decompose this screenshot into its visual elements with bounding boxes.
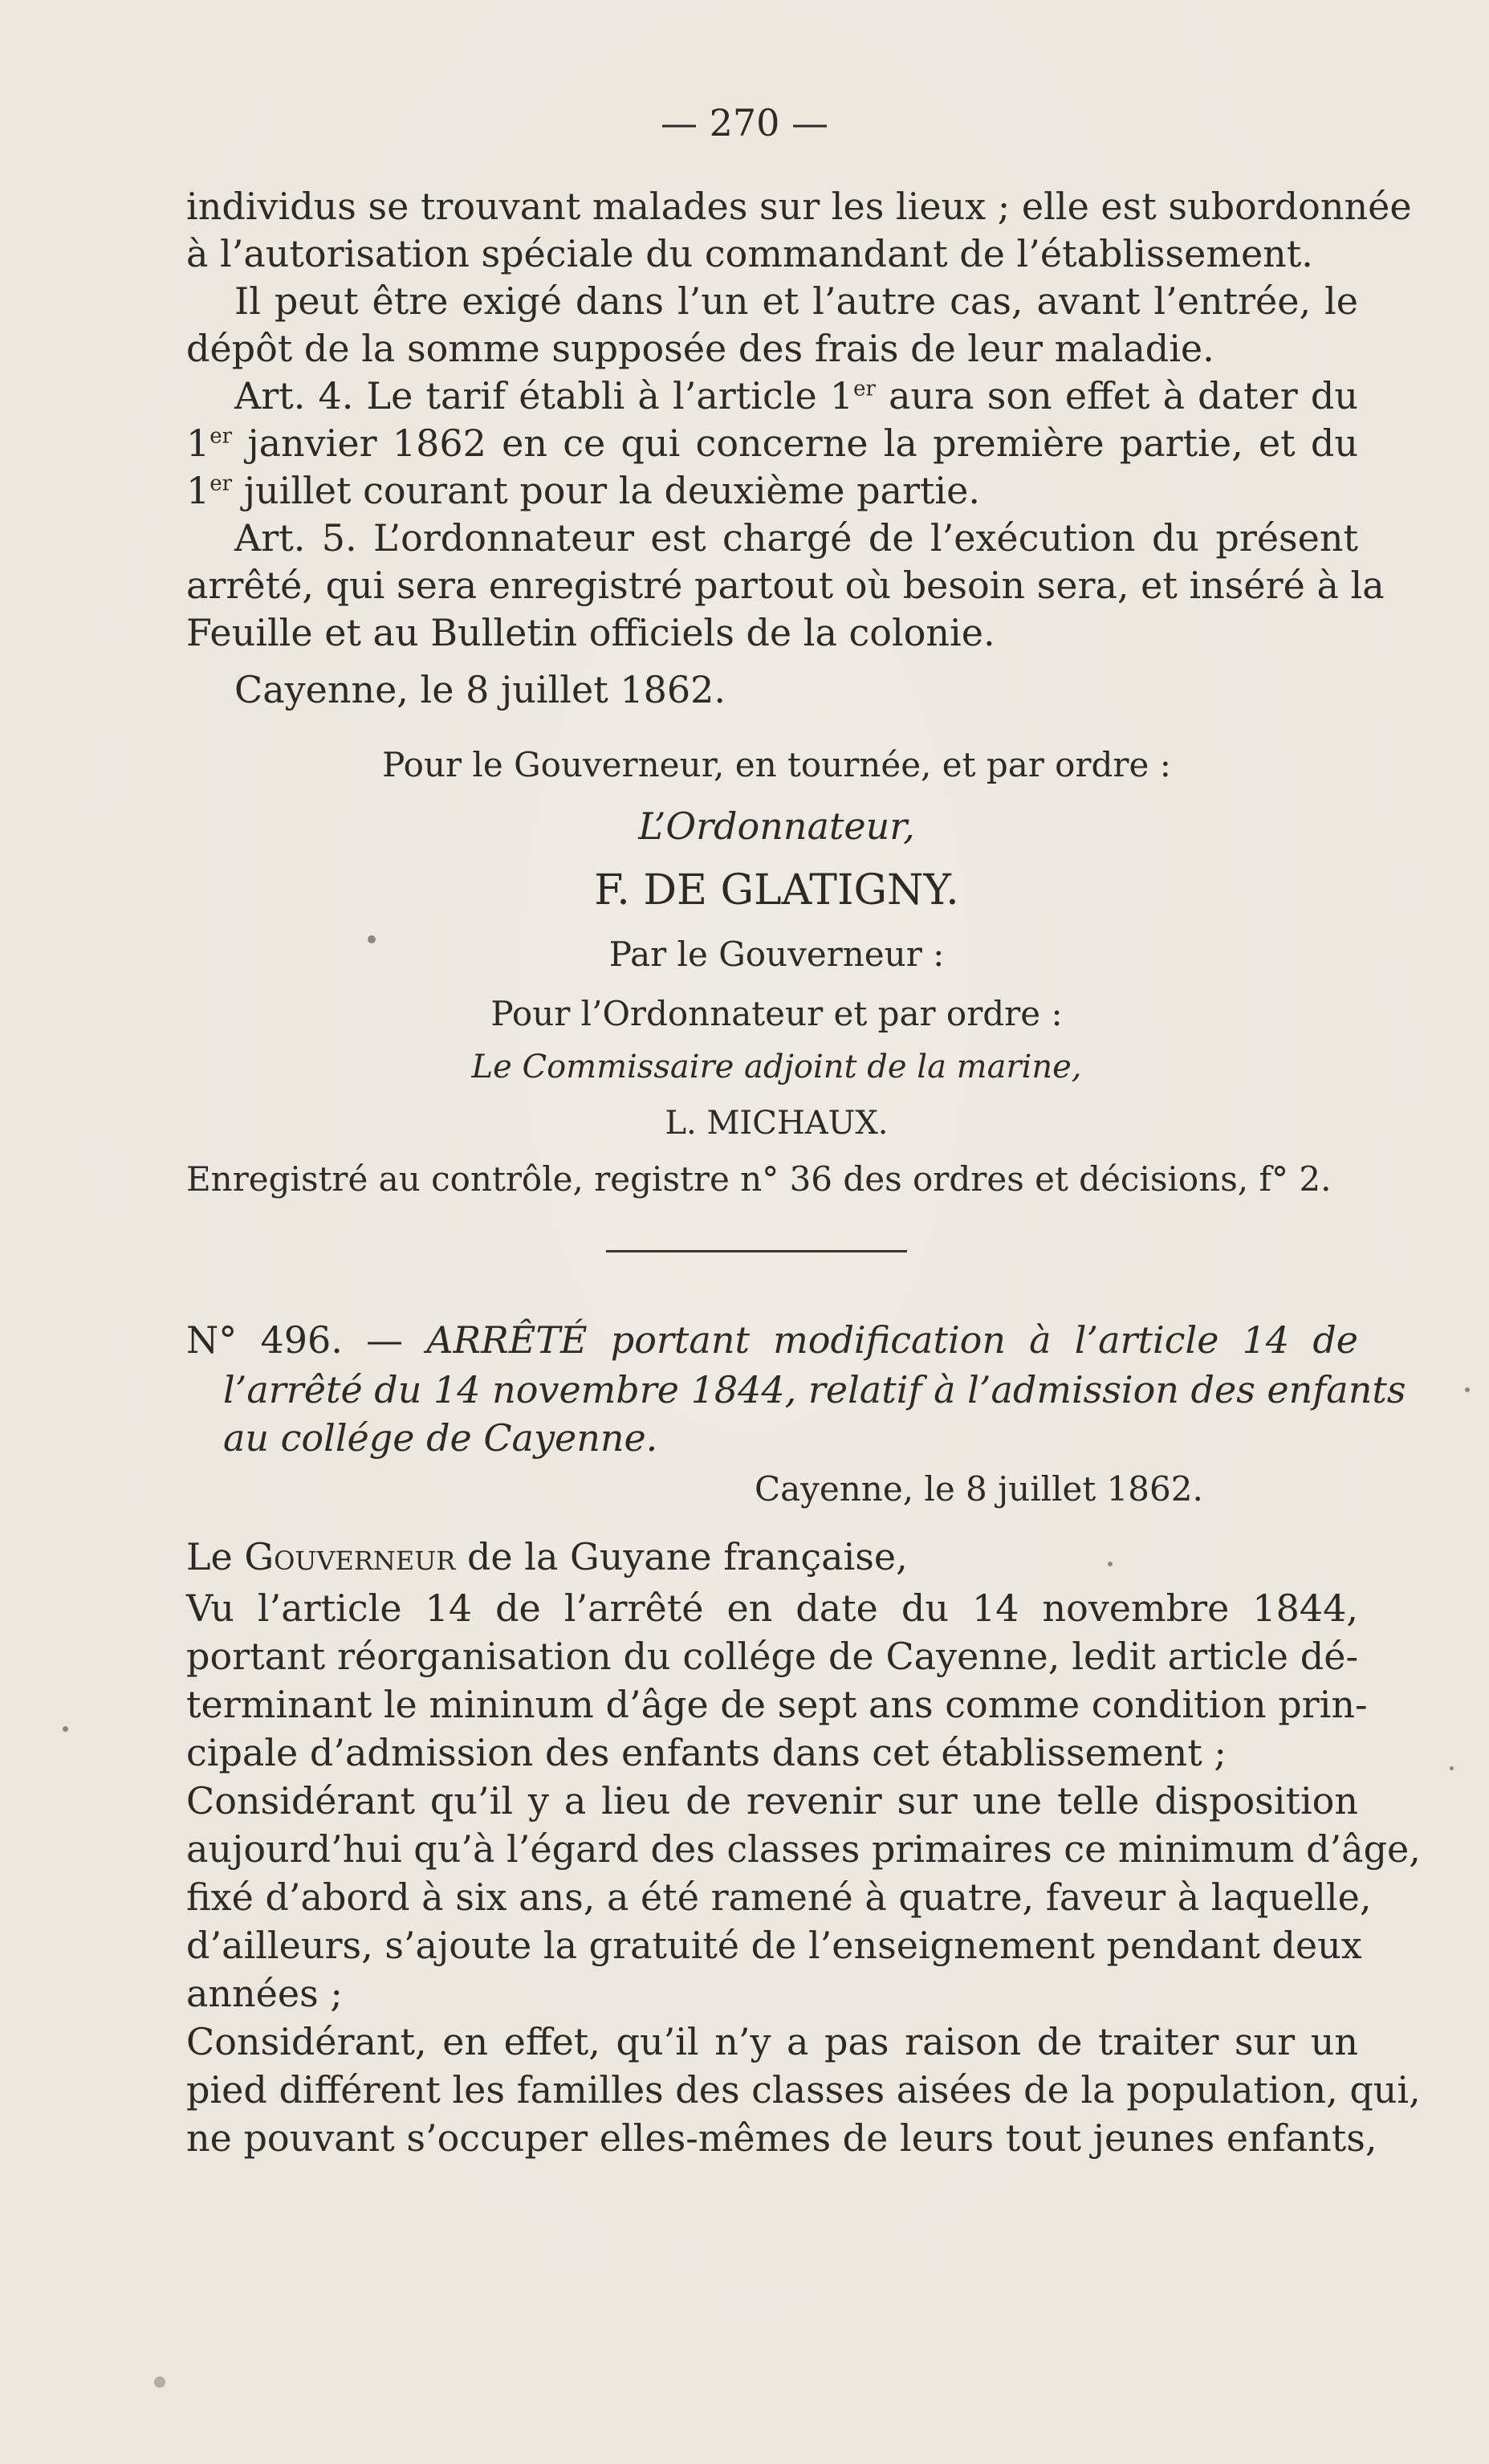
text-line [186,515,1358,561]
text-span: 1 [186,422,210,465]
text-line: Considérant qu’il y a lieu de revenir sur une telle disposition [186,1779,1358,1823]
text-line: portant réorganisation du collége de Cayenne, ledit article dé- [186,1635,1358,1678]
decree-title: au collége de Cayenne. [223,1416,658,1460]
page-number: — 270 — [660,101,829,145]
text-line: ne pouvant s’occuper elles-mêmes de leurs tout jeunes enfants, [186,2116,1377,2160]
text-span: Art. 4. Le tarif établi à l’article 1 [234,374,854,417]
signature-line: Pour l’Ordonnateur et par ordre : [490,994,1063,1033]
superscript: er [853,377,876,401]
text-span: Vu l’article 14 de l’arrêté en date du 14 novembre 1844, [186,1586,1358,1630]
text-line [186,373,1358,419]
superscript: er [210,471,233,496]
decree-number: N° 496. — [186,1318,404,1362]
decree-place-date: Cayenne, le 8 juillet 1862. [755,1469,1203,1509]
signature-line: Pour le Gouverneur, en tournée, et par ordre : [382,745,1171,784]
text-span: de la Guyane française, [455,1535,908,1578]
text-span: aura son effet à dater du [875,374,1358,417]
text-span: Gouverneur [244,1535,456,1578]
signature-title: L’Ordonnateur, [638,804,915,848]
paper-speck [1450,1766,1454,1770]
paper-speck [1108,1562,1113,1566]
text-line: d’ailleurs, s’ajoute la gratuité de l’enseignement pendant deux [186,1924,1362,1967]
text-span: Il peut être exigé dans l’un et l’autre cas, avant l’entrée, le [234,279,1358,323]
text-span: janvier 1862 en ce qui concerne la première partie, et du [232,422,1358,465]
text-line: Considérant, en effet, qu’il n’y a pas raison de traiter sur un [186,2020,1358,2063]
paper-speck [63,1726,68,1732]
text-line: terminant le mininum d’âge de sept ans comme condition prin- [186,1683,1368,1726]
superscript: er [210,424,233,449]
place-date: Cayenne, le 8 juillet 1862. [234,668,726,711]
text-span: juillet courant pour la deuxième partie. [232,469,980,512]
decree-heading [186,1317,1358,1363]
text-line [186,420,1358,466]
registration-note: Enregistré au contrôle, registre n° 36 des ordres et décisions, f° 2. [186,1159,1332,1199]
text-line: cipale d’admission des enfants dans cet établissement ; [186,1731,1227,1774]
text-span: Art. 5. L’ordonnateur est chargé de l’exécution du présent [234,516,1358,560]
decree-title [186,1366,1406,1413]
paper-speck [154,2376,165,2388]
text-line: aujourd’hui qu’à l’égard des classes primaires ce minimum d’âge, [186,1827,1421,1871]
text-line [186,1585,1358,1631]
text-line: Feuille et au Bulletin officiels de la colonie. [186,611,995,654]
text-line [186,278,1358,324]
section-divider [606,1250,907,1252]
text-line: arrêté, qui sera enregistré partout où besoin sera, et inséré à la [186,564,1385,607]
signature-name: F. DE GLATIGNY. [594,866,959,914]
paper-speck [368,935,376,943]
text-line: dépôt de la somme supposée des frais de leur maladie. [186,327,1214,370]
paper-speck [1465,1387,1470,1392]
decree-title: ARRÊTÉ portant modification à l’article 14 de [426,1318,1359,1362]
text-line: à l’autorisation spéciale du commandant de l’établissement. [186,232,1313,275]
decree-opening [186,1533,908,1580]
text-span: l’arrêté du 14 novembre 1844, relatif à l’admission des enfants [223,1368,1406,1411]
text-line: années ; [186,1972,343,2015]
text-span: 1 [186,469,210,512]
text-line: pied différent les familles des classes aisées de la population, qui, [186,2068,1421,2112]
text-span: Le [186,1535,245,1578]
text-line: fixé d’abord à six ans, a été ramené à quatre, faveur à laquelle, [186,1875,1372,1919]
text-line [186,467,980,514]
text-line: individus se trouvant malades sur les lieux ; elle est subordonnée [186,185,1412,228]
signature-title: Le Commissaire adjoint de la marine, [471,1049,1082,1085]
signature-name: L. MICHAUX. [665,1105,889,1142]
signature-line: Par le Gouverneur : [608,935,945,974]
